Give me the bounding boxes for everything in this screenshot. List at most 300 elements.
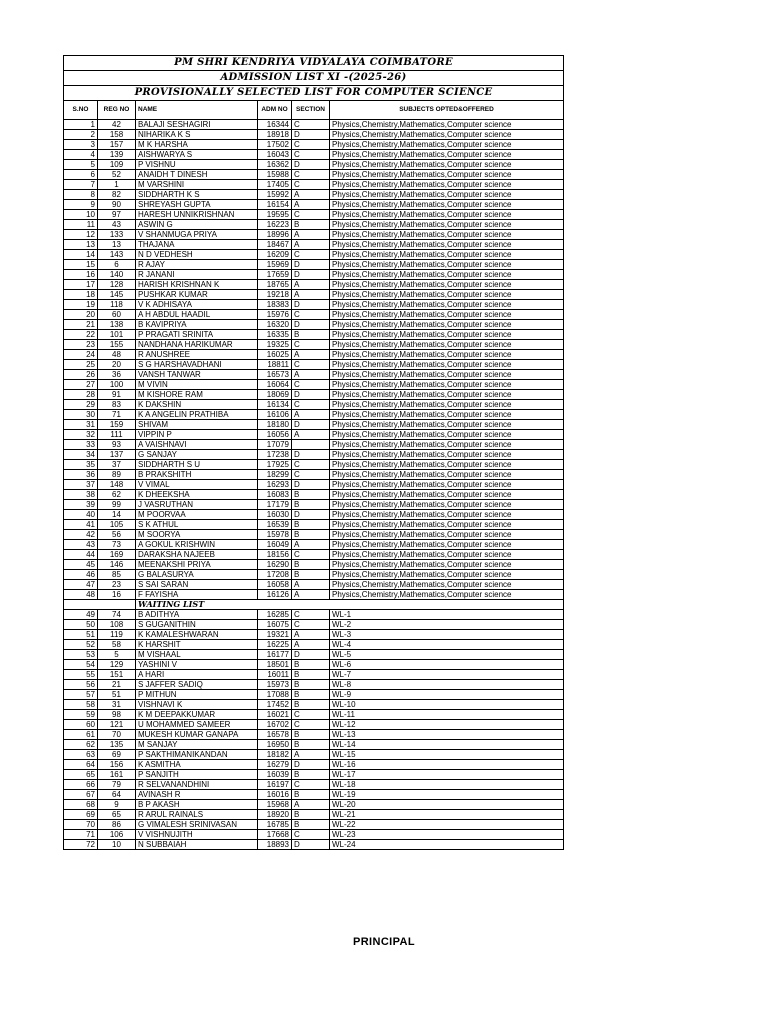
reg-no-cell: 148 <box>98 480 136 490</box>
name-cell: G BALASURYA <box>136 570 258 580</box>
subjects-cell: Physics,Chemistry,Mathematics,Computer science <box>330 350 564 360</box>
reg-no-cell: 36 <box>98 370 136 380</box>
subjects-cell: Physics,Chemistry,Mathematics,Computer science <box>330 530 564 540</box>
subjects-cell: WL-13 <box>330 730 564 740</box>
sno-cell: 36 <box>64 470 98 480</box>
sno-cell: 14 <box>64 250 98 260</box>
adm-no-cell: 15968 <box>258 800 292 810</box>
table-row <box>64 830 564 840</box>
adm-no-cell: 15973 <box>258 680 292 690</box>
adm-no-cell: 17452 <box>258 700 292 710</box>
name-cell: M VISHAAL <box>136 650 258 660</box>
section-cell <box>292 440 330 450</box>
table-row <box>64 350 564 360</box>
name-cell: K HARSHIT <box>136 640 258 650</box>
table-row <box>64 630 564 640</box>
section-cell: A <box>292 240 330 250</box>
name-cell: VIPPIN P <box>136 430 258 440</box>
sno-cell: 13 <box>64 240 98 250</box>
sno-cell: 64 <box>64 760 98 770</box>
subjects-cell: WL-22 <box>330 820 564 830</box>
sno-cell: 41 <box>64 520 98 530</box>
table-row <box>64 140 564 150</box>
section-cell: D <box>292 420 330 430</box>
name-cell: AVINASH R <box>136 790 258 800</box>
adm-no-cell: 16573 <box>258 370 292 380</box>
section-cell: B <box>292 690 330 700</box>
sno-cell: 32 <box>64 430 98 440</box>
adm-no-cell: 18156 <box>258 550 292 560</box>
adm-no-cell: 17079 <box>258 440 292 450</box>
sno-cell: 5 <box>64 160 98 170</box>
subjects-cell: Physics,Chemistry,Mathematics,Computer science <box>330 290 564 300</box>
adm-no-cell: 19218 <box>258 290 292 300</box>
reg-no-cell: 108 <box>98 620 136 630</box>
name-cell: V K ADHISAYA <box>136 300 258 310</box>
section-cell: C <box>292 470 330 480</box>
adm-no-cell: 17179 <box>258 500 292 510</box>
sno-cell: 67 <box>64 790 98 800</box>
section-cell: C <box>292 710 330 720</box>
adm-no-cell: 16285 <box>258 610 292 620</box>
section-cell: B <box>292 810 330 820</box>
sno-cell: 2 <box>64 130 98 140</box>
sno-cell: 24 <box>64 350 98 360</box>
reg-no-cell: 138 <box>98 320 136 330</box>
reg-no-cell: 145 <box>98 290 136 300</box>
reg-no-cell: 48 <box>98 350 136 360</box>
name-cell: S G HARSHAVADHANI <box>136 360 258 370</box>
adm-no-cell: 17208 <box>258 570 292 580</box>
reg-no-cell: 65 <box>98 810 136 820</box>
sno-cell: 34 <box>64 450 98 460</box>
reg-no-cell: 20 <box>98 360 136 370</box>
section-cell: C <box>292 460 330 470</box>
subjects-cell: Physics,Chemistry,Mathematics,Computer science <box>330 570 564 580</box>
name-cell: S GUGANITHIN <box>136 620 258 630</box>
table-row <box>64 220 564 230</box>
table-row <box>64 230 564 240</box>
name-cell: B PRAKSHITH <box>136 470 258 480</box>
section-cell: C <box>292 610 330 620</box>
reg-no-cell: 119 <box>98 630 136 640</box>
sno-cell: 51 <box>64 630 98 640</box>
table-row <box>64 650 564 660</box>
subjects-cell: Physics,Chemistry,Mathematics,Computer science <box>330 500 564 510</box>
name-cell: P VISHNU <box>136 160 258 170</box>
admission-list-table <box>63 55 564 850</box>
section-cell: A <box>292 350 330 360</box>
subjects-cell: Physics,Chemistry,Mathematics,Computer science <box>330 580 564 590</box>
name-cell: R JANANI <box>136 270 258 280</box>
adm-no-cell: 16043 <box>258 150 292 160</box>
sno-cell: 71 <box>64 830 98 840</box>
section-cell: C <box>292 170 330 180</box>
subjects-cell: Physics,Chemistry,Mathematics,Computer science <box>330 560 564 570</box>
sno-cell: 39 <box>64 500 98 510</box>
adm-no-cell: 16154 <box>258 200 292 210</box>
section-cell: C <box>292 150 330 160</box>
section-cell: B <box>292 220 330 230</box>
waiting-list-label: WAITING LIST <box>136 600 564 610</box>
table-row <box>64 710 564 720</box>
table-row <box>64 820 564 830</box>
section-cell: A <box>292 230 330 240</box>
subjects-cell: Physics,Chemistry,Mathematics,Computer science <box>330 520 564 530</box>
reg-no-cell: 93 <box>98 440 136 450</box>
reg-no-cell: 73 <box>98 540 136 550</box>
adm-no-cell: 17088 <box>258 690 292 700</box>
adm-no-cell: 16106 <box>258 410 292 420</box>
sno-cell: 16 <box>64 270 98 280</box>
table-row <box>64 520 564 530</box>
name-cell: V VIMAL <box>136 480 258 490</box>
reg-no-cell: 133 <box>98 230 136 240</box>
reg-no-cell: 140 <box>98 270 136 280</box>
section-cell: D <box>292 760 330 770</box>
sno-cell: 57 <box>64 690 98 700</box>
reg-no-cell: 51 <box>98 690 136 700</box>
subjects-cell: Physics,Chemistry,Mathematics,Computer science <box>330 180 564 190</box>
name-cell: S SAI SARAN <box>136 580 258 590</box>
table-row <box>64 440 564 450</box>
subjects-cell: Physics,Chemistry,Mathematics,Computer science <box>330 320 564 330</box>
table-row <box>64 270 564 280</box>
table-row <box>64 340 564 350</box>
table-row <box>64 370 564 380</box>
sno-cell: 8 <box>64 190 98 200</box>
adm-no-cell: 18299 <box>258 470 292 480</box>
adm-no-cell: 16362 <box>258 160 292 170</box>
section-cell: C <box>292 310 330 320</box>
name-cell: M K HARSHA <box>136 140 258 150</box>
subjects-cell: WL-1 <box>330 610 564 620</box>
reg-no-cell: 135 <box>98 740 136 750</box>
adm-no-cell: 16225 <box>258 640 292 650</box>
sno-cell: 65 <box>64 770 98 780</box>
reg-no-cell: 100 <box>98 380 136 390</box>
subjects-cell: WL-15 <box>330 750 564 760</box>
sno-cell: 6 <box>64 170 98 180</box>
section-cell: B <box>292 520 330 530</box>
subjects-cell: Physics,Chemistry,Mathematics,Computer science <box>330 300 564 310</box>
name-cell: VISHNAVI K <box>136 700 258 710</box>
section-cell: A <box>292 540 330 550</box>
subjects-cell: Physics,Chemistry,Mathematics,Computer science <box>330 250 564 260</box>
section-cell: A <box>292 750 330 760</box>
adm-no-cell: 18765 <box>258 280 292 290</box>
table-row <box>64 170 564 180</box>
subjects-cell: Physics,Chemistry,Mathematics,Computer science <box>330 470 564 480</box>
reg-no-cell: 106 <box>98 830 136 840</box>
sno-cell: 31 <box>64 420 98 430</box>
reg-no-cell: 83 <box>98 400 136 410</box>
section-cell: A <box>292 590 330 600</box>
reg-no-cell: 129 <box>98 660 136 670</box>
subjects-cell: Physics,Chemistry,Mathematics,Computer science <box>330 190 564 200</box>
name-cell: SIDDHARTH S U <box>136 460 258 470</box>
table-row <box>64 720 564 730</box>
adm-no-cell: 16335 <box>258 330 292 340</box>
section-cell: D <box>292 510 330 520</box>
reg-no-cell: 31 <box>98 700 136 710</box>
adm-no-cell: 18467 <box>258 240 292 250</box>
sno-cell: 69 <box>64 810 98 820</box>
sno-cell: 35 <box>64 460 98 470</box>
reg-no-cell: 156 <box>98 760 136 770</box>
section-cell: D <box>292 840 330 850</box>
subjects-cell: Physics,Chemistry,Mathematics,Computer science <box>330 150 564 160</box>
sno-cell: 10 <box>64 210 98 220</box>
name-cell: NIHARIKA K S <box>136 130 258 140</box>
section-cell: B <box>292 330 330 340</box>
reg-no-cell: 71 <box>98 410 136 420</box>
reg-no-cell: 111 <box>98 430 136 440</box>
subjects-cell: Physics,Chemistry,Mathematics,Computer science <box>330 160 564 170</box>
table-row <box>64 510 564 520</box>
reg-no-cell: 14 <box>98 510 136 520</box>
section-cell: C <box>292 720 330 730</box>
table-row <box>64 180 564 190</box>
table-row <box>64 120 564 130</box>
adm-no-cell: 16177 <box>258 650 292 660</box>
subjects-cell: Physics,Chemistry,Mathematics,Computer science <box>330 170 564 180</box>
name-cell: ASWIN G <box>136 220 258 230</box>
section-cell: C <box>292 620 330 630</box>
subjects-cell: Physics,Chemistry,Mathematics,Computer science <box>330 450 564 460</box>
adm-no-cell: 16293 <box>258 480 292 490</box>
adm-no-cell: 16039 <box>258 770 292 780</box>
name-cell: N D VEDHESH <box>136 250 258 260</box>
section-cell: B <box>292 820 330 830</box>
reg-no-cell: 137 <box>98 450 136 460</box>
sno-cell: 23 <box>64 340 98 350</box>
table-row <box>64 530 564 540</box>
section-cell: C <box>292 180 330 190</box>
section-cell: C <box>292 400 330 410</box>
subjects-cell: Physics,Chemistry,Mathematics,Computer science <box>330 540 564 550</box>
adm-no-cell: 16950 <box>258 740 292 750</box>
adm-no-cell: 16011 <box>258 670 292 680</box>
name-cell: J VASRUTHAN <box>136 500 258 510</box>
section-cell: B <box>292 560 330 570</box>
sno-cell: 58 <box>64 700 98 710</box>
column-header-subjects: SUBJECTS OPTED&OFFERED <box>330 101 564 120</box>
reg-no-cell: 16 <box>98 590 136 600</box>
adm-no-cell: 18920 <box>258 810 292 820</box>
adm-no-cell: 16030 <box>258 510 292 520</box>
name-cell: HARISH KRISHNAN K <box>136 280 258 290</box>
subjects-cell: Physics,Chemistry,Mathematics,Computer science <box>330 360 564 370</box>
name-cell: MUKESH KUMAR GANAPA <box>136 730 258 740</box>
reg-no-cell: 82 <box>98 190 136 200</box>
section-cell: A <box>292 290 330 300</box>
sno-cell: 56 <box>64 680 98 690</box>
section-cell: D <box>292 650 330 660</box>
name-cell: B KAVIPRIYA <box>136 320 258 330</box>
subjects-cell: Physics,Chemistry,Mathematics,Computer science <box>330 550 564 560</box>
subjects-cell: Physics,Chemistry,Mathematics,Computer science <box>330 460 564 470</box>
name-cell: S JAFFER SADIQ <box>136 680 258 690</box>
section-cell: B <box>292 700 330 710</box>
section-cell: B <box>292 770 330 780</box>
adm-no-cell: 17925 <box>258 460 292 470</box>
subjects-cell: Physics,Chemistry,Mathematics,Computer science <box>330 140 564 150</box>
adm-no-cell: 16320 <box>258 320 292 330</box>
column-header-sno: S.NO <box>64 101 98 120</box>
sno-cell: 70 <box>64 820 98 830</box>
subjects-cell: WL-14 <box>330 740 564 750</box>
name-cell: B P AKASH <box>136 800 258 810</box>
table-row <box>64 780 564 790</box>
adm-no-cell: 17238 <box>258 450 292 460</box>
sno-cell: 29 <box>64 400 98 410</box>
adm-no-cell: 16083 <box>258 490 292 500</box>
name-cell: THAJANA <box>136 240 258 250</box>
adm-no-cell: 16134 <box>258 400 292 410</box>
section-cell: C <box>292 830 330 840</box>
name-cell: AISHWARYA S <box>136 150 258 160</box>
reg-no-cell: 37 <box>98 460 136 470</box>
table-row <box>64 810 564 820</box>
table-row <box>64 760 564 770</box>
subjects-cell: Physics,Chemistry,Mathematics,Computer science <box>330 490 564 500</box>
section-cell: B <box>292 740 330 750</box>
name-cell: DARAKSHA NAJEEB <box>136 550 258 560</box>
table-row <box>64 730 564 740</box>
adm-no-cell: 16049 <box>258 540 292 550</box>
sno-cell: 52 <box>64 640 98 650</box>
subjects-cell: Physics,Chemistry,Mathematics,Computer science <box>330 330 564 340</box>
subjects-cell: Physics,Chemistry,Mathematics,Computer science <box>330 220 564 230</box>
adm-no-cell: 15992 <box>258 190 292 200</box>
reg-no-cell: 69 <box>98 750 136 760</box>
sno-cell: 62 <box>64 740 98 750</box>
column-header-row <box>64 101 564 120</box>
sno-cell: 48 <box>64 590 98 600</box>
table-row <box>64 700 564 710</box>
name-cell: S K ATHUL <box>136 520 258 530</box>
subjects-cell: Physics,Chemistry,Mathematics,Computer science <box>330 440 564 450</box>
adm-no-cell: 17405 <box>258 180 292 190</box>
reg-no-cell: 118 <box>98 300 136 310</box>
name-cell: K ASMITHA <box>136 760 258 770</box>
section-cell: B <box>292 730 330 740</box>
adm-no-cell: 15978 <box>258 530 292 540</box>
reg-no-cell: 91 <box>98 390 136 400</box>
section-cell: D <box>292 270 330 280</box>
table-row <box>64 490 564 500</box>
section-cell: C <box>292 250 330 260</box>
table-row <box>64 540 564 550</box>
name-cell: M SOORYA <box>136 530 258 540</box>
adm-no-cell: 17668 <box>258 830 292 840</box>
name-cell: M SANJAY <box>136 740 258 750</box>
reg-no-cell: 56 <box>98 530 136 540</box>
section-cell: B <box>292 660 330 670</box>
table-row <box>64 420 564 430</box>
sno-cell: 49 <box>64 610 98 620</box>
column-header-name: NAME <box>136 101 258 120</box>
section-cell: A <box>292 640 330 650</box>
blank-cell <box>64 600 136 610</box>
name-cell: A VAISHNAVI <box>136 440 258 450</box>
subjects-cell: WL-7 <box>330 670 564 680</box>
adm-no-cell: 18811 <box>258 360 292 370</box>
adm-no-cell: 16785 <box>258 820 292 830</box>
subjects-cell: Physics,Chemistry,Mathematics,Computer science <box>330 270 564 280</box>
subjects-cell: Physics,Chemistry,Mathematics,Computer science <box>330 200 564 210</box>
reg-no-cell: 74 <box>98 610 136 620</box>
section-cell: A <box>292 370 330 380</box>
section-cell: D <box>292 480 330 490</box>
sno-cell: 21 <box>64 320 98 330</box>
section-cell: C <box>292 360 330 370</box>
sno-cell: 4 <box>64 150 98 160</box>
table-row <box>64 580 564 590</box>
table-row <box>64 790 564 800</box>
admission-list-body <box>64 56 564 850</box>
sno-cell: 46 <box>64 570 98 580</box>
name-cell: R AJAY <box>136 260 258 270</box>
reg-no-cell: 43 <box>98 220 136 230</box>
name-cell: SIDDHARTH K S <box>136 190 258 200</box>
table-row <box>64 250 564 260</box>
section-cell: D <box>292 390 330 400</box>
table-row <box>64 410 564 420</box>
table-row <box>64 480 564 490</box>
subjects-cell: Physics,Chemistry,Mathematics,Computer science <box>330 400 564 410</box>
section-cell: D <box>292 160 330 170</box>
reg-no-cell: 159 <box>98 420 136 430</box>
adm-no-cell: 16344 <box>258 120 292 130</box>
sno-cell: 25 <box>64 360 98 370</box>
name-cell: NANDHANA HARIKUMAR <box>136 340 258 350</box>
subjects-cell: WL-21 <box>330 810 564 820</box>
column-header-reg: REG NO <box>98 101 136 120</box>
reg-no-cell: 60 <box>98 310 136 320</box>
sno-cell: 19 <box>64 300 98 310</box>
subjects-cell: Physics,Chemistry,Mathematics,Computer science <box>330 310 564 320</box>
subjects-cell: Physics,Chemistry,Mathematics,Computer science <box>330 420 564 430</box>
subjects-cell: Physics,Chemistry,Mathematics,Computer science <box>330 260 564 270</box>
name-cell: MEENAKSHI PRIYA <box>136 560 258 570</box>
section-cell: B <box>292 530 330 540</box>
reg-no-cell: 128 <box>98 280 136 290</box>
adm-no-cell: 17659 <box>258 270 292 280</box>
section-cell: B <box>292 790 330 800</box>
sno-cell: 7 <box>64 180 98 190</box>
name-cell: V SHANMUGA PRIYA <box>136 230 258 240</box>
reg-no-cell: 23 <box>98 580 136 590</box>
name-cell: G VIMALESH SRINIVASAN <box>136 820 258 830</box>
sno-cell: 38 <box>64 490 98 500</box>
table-row <box>64 770 564 780</box>
subjects-cell: Physics,Chemistry,Mathematics,Computer science <box>330 590 564 600</box>
reg-no-cell: 58 <box>98 640 136 650</box>
name-cell: M VARSHINI <box>136 180 258 190</box>
table-row <box>64 570 564 580</box>
reg-no-cell: 105 <box>98 520 136 530</box>
section-cell: C <box>292 140 330 150</box>
sno-cell: 20 <box>64 310 98 320</box>
name-cell: BALAJI SESHAGIRI <box>136 120 258 130</box>
reg-no-cell: 99 <box>98 500 136 510</box>
subjects-cell: WL-19 <box>330 790 564 800</box>
name-cell: K KAMALESHWARAN <box>136 630 258 640</box>
table-row <box>64 470 564 480</box>
name-cell: A HARI <box>136 670 258 680</box>
